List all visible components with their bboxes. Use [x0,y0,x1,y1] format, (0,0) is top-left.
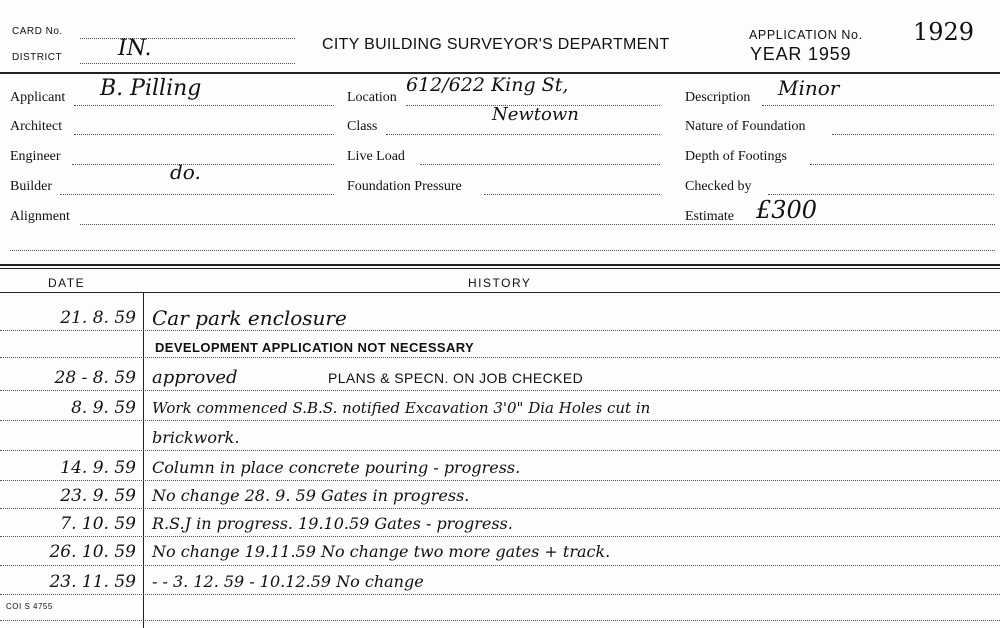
history-line [0,450,1000,451]
history-top-rule [0,264,1000,266]
location-label: Location [347,90,397,105]
engineer-line [72,164,334,165]
application-number: 1929 [913,18,975,46]
history-date: 21. 8. 59 [60,308,136,328]
live-load-label: Live Load [347,149,405,164]
history-header-rule [0,292,1000,293]
history-line [0,480,1000,481]
history-line [0,357,1000,358]
history-entry: No change 19.11.59 No change two more gates + track. [152,542,611,561]
history-date: 28 - 8. 59 [54,368,136,388]
live-load-line [420,164,660,165]
history-stamp: PLANS & SPECN. ON JOB CHECKED [328,370,584,386]
nature-of-foundation-label: Nature of Foundation [685,119,806,134]
class-line [386,134,660,135]
applicant-value: B. Pilling [100,76,202,101]
card-no-line [80,38,295,39]
description-value: Minor [778,76,840,100]
date-column-divider [143,292,144,628]
location-value-line2: Newtown [492,104,579,125]
checked-by-label: Checked by [685,179,752,194]
district-line [80,63,295,64]
class-label: Class [347,119,378,134]
alignment-line [80,224,995,225]
foundation-pressure-line [484,194,660,195]
architect-line [74,134,334,135]
history-line [0,508,1000,509]
history-column-header: HISTORY [468,276,532,290]
location-value-line1: 612/622 King St, [406,74,569,96]
history-line [0,565,1000,566]
history-line [0,620,1000,621]
engineer-value: do. [170,160,201,184]
card-no-label: CARD No. [12,26,63,37]
estimate-value: £300 [756,196,818,224]
history-entry: R.S.J in progress. 19.10.59 Gates - progress. [152,514,513,533]
history-top-rule-2 [0,268,1000,269]
applicant-label: Applicant [10,90,66,105]
nature-of-foundation-line [832,134,994,135]
history-entry: approved [152,367,238,388]
builder-label: Builder [10,179,52,194]
history-entry: Car park enclosure [152,306,347,330]
history-date: 7. 10. 59 [60,514,136,534]
foundation-pressure-label: Foundation Pressure [347,179,462,194]
architect-label: Architect [10,119,63,134]
description-line [762,105,994,106]
history-entry: No change 28. 9. 59 Gates in progress. [152,486,470,505]
engineer-label: Engineer [10,149,61,164]
depth-of-footings-label: Depth of Footings [685,149,787,164]
blank-line [10,250,995,251]
history-entry: - - 3. 12. 59 - 10.12.59 No change [152,572,424,591]
history-entry: Column in place concrete pouring - progress. [152,458,521,477]
checked-by-line [768,194,994,195]
date-column-header: DATE [48,276,86,290]
history-date: 8. 9. 59 [71,398,136,418]
history-line [0,420,1000,421]
history-date: 26. 10. 59 [49,542,136,562]
history-line [0,390,1000,391]
application-no-label: APPLICATION No. [749,28,863,42]
history-line [0,536,1000,537]
department-title: CITY BUILDING SURVEYOR'S DEPARTMENT [322,36,670,53]
history-stamp: DEVELOPMENT APPLICATION NOT NECESSARY [155,340,475,355]
history-date: 23. 9. 59 [60,486,136,506]
year-label: YEAR 1959 [750,44,852,64]
history-line [0,330,1000,331]
history-date: 14. 9. 59 [60,458,136,478]
history-date: 23. 11. 59 [49,572,136,592]
depth-of-footings-line [810,164,994,165]
builder-line [60,194,334,195]
estimate-label: Estimate [685,209,734,224]
history-line [0,594,1000,595]
district-label: DISTRICT [12,52,63,63]
district-value: IN. [118,36,152,61]
history-entry: Work commenced S.B.S. notified Excavation 3'0" Dia Holes cut in [152,399,651,417]
applicant-line [74,105,334,106]
alignment-label: Alignment [10,209,70,224]
form-code: COI S 4755 [6,602,53,611]
description-label: Description [685,90,751,105]
history-entry: brickwork. [152,428,240,447]
